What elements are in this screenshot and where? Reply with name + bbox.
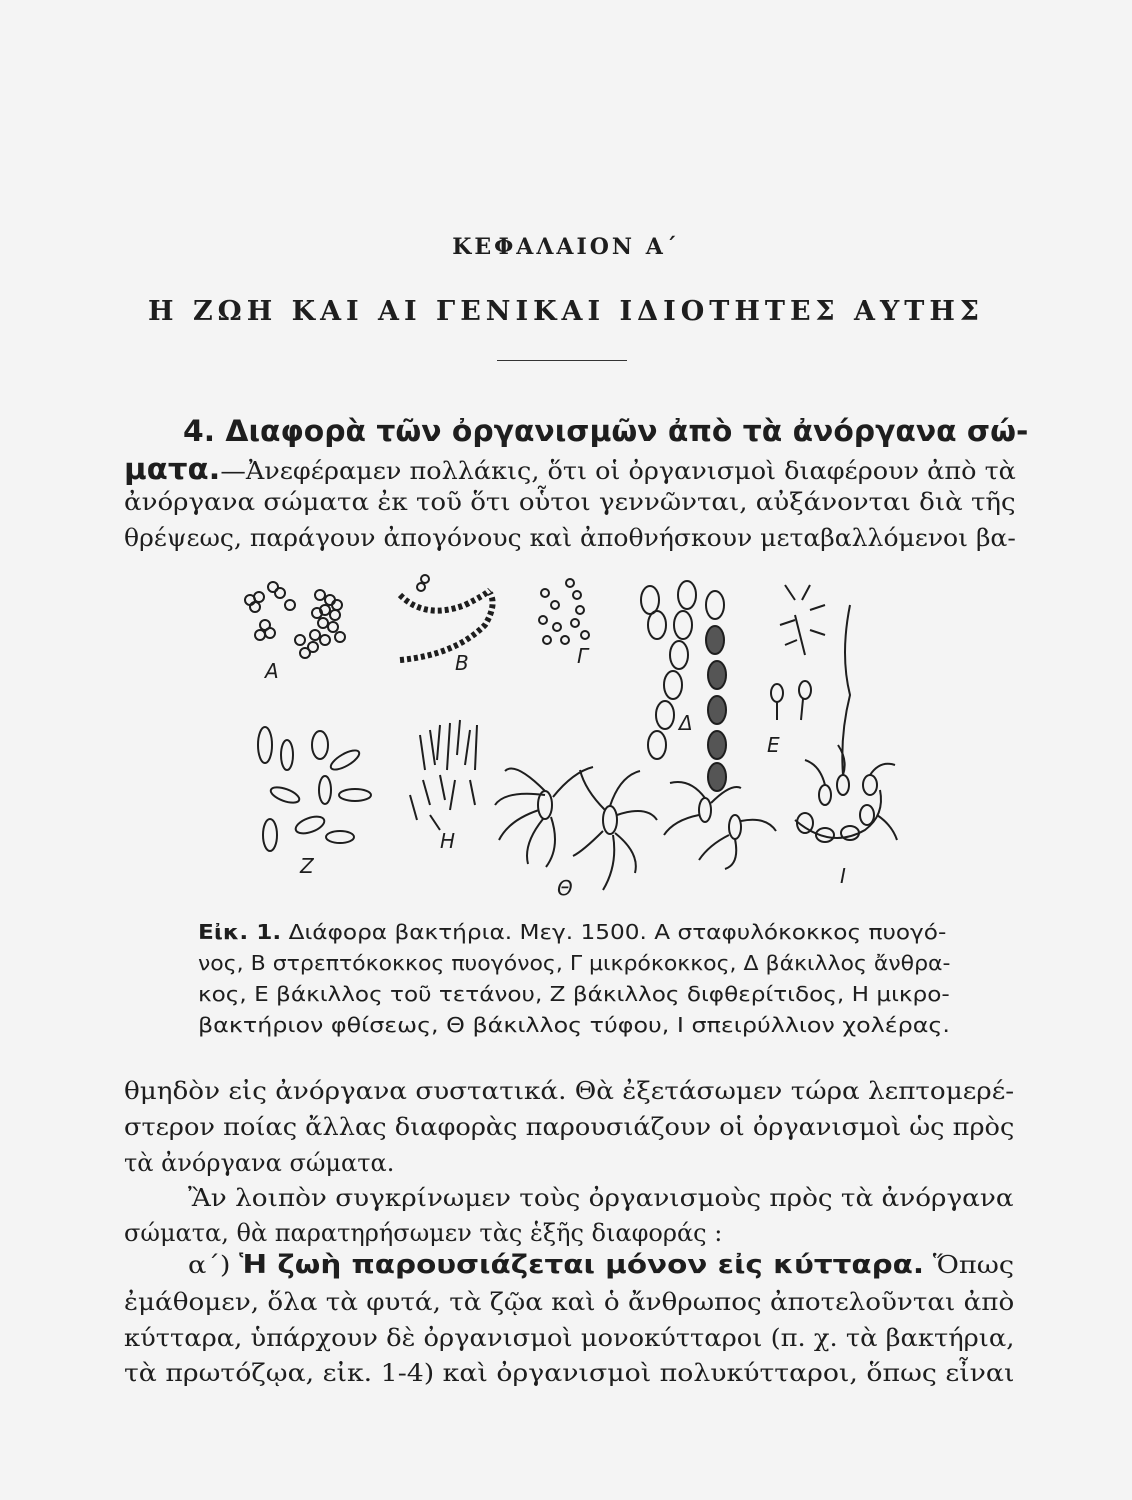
caption-line: νος, Β στρεπτόκοκκος πυογόνος, Γ μικρόκοκκος, Δ βάκιλλος ἄνθρα-: [198, 951, 951, 975]
bacteria-figure: [225, 565, 970, 905]
figure-label: Ι: [840, 864, 846, 888]
figure-label: Η: [440, 829, 456, 853]
caption-text: Διάφορα βακτήρια. Μεγ. 1500. Α σταφυλόκοκκος πυογό-: [288, 920, 947, 944]
figure-label: Ε: [767, 733, 780, 757]
paragraph-line: [188, 1250, 1014, 1280]
caption-prefix: Εἰκ. 1.: [198, 920, 282, 944]
section-heading-end: ματα.: [124, 452, 221, 486]
paragraph-text: Ὅπως: [932, 1251, 1015, 1279]
section-heading-line1: [183, 414, 1028, 448]
caption-line: βακτήριον φθίσεως, Θ βάκιλλος τύφου, Ι σπειρύλλιον χολέρας.: [198, 1013, 950, 1037]
paragraph-line: θμηδὸν εἰς ἀνόργανα συστατικά. Θὰ ἐξετάσωμεν τώρα λεπτομερέ-: [124, 1077, 1015, 1105]
paragraph-line: τὰ πρωτόζῳα, εἰκ. 1-4) καὶ ὀργανισμοὶ πολυκύτταροι, ὅπως εἶναι: [124, 1359, 1015, 1387]
figure-label: Δ: [679, 711, 693, 735]
title-divider: [497, 360, 627, 361]
figure-caption-line1: [198, 920, 946, 944]
list-marker: α΄): [188, 1251, 231, 1279]
paragraph-line: ἐμάθομεν, ὅλα τὰ φυτά, τὰ ζῷα καὶ ὁ ἄνθρωπος ἀποτελοῦνται ἀπὸ: [124, 1288, 1015, 1316]
figure-label: Β: [455, 651, 469, 675]
paragraph-line: σώματα, θὰ παρατηρήσωμεν τὰς ἑξῆς διαφοράς :: [124, 1219, 723, 1247]
paragraph-line: θρέψεως, παράγουν ἀπογόνους καὶ ἀποθνήσκουν μεταβαλλόμενοι βα-: [124, 524, 1016, 552]
figure-label: Ζ: [300, 854, 314, 878]
chapter-label: ΚΕΦΑΛΑΙΟΝ Α΄: [452, 234, 680, 260]
paragraph-line: ἀνόργανα σώματα ἐκ τοῦ ὅτι οὗτοι γεννῶνται, αὐξάνονται διὰ τῆς: [124, 488, 1016, 516]
caption-line: κος, Ε βάκιλλος τοῦ τετάνου, Ζ βάκιλλος διφθερίτιδος, Η μικρο-: [198, 982, 950, 1006]
figure-label: Γ: [577, 644, 589, 668]
paragraph-line: Ἂν λοιπὸν συγκρίνωμεν τοὺς ὀργανισμοὺς πρὸς τὰ ἀνόργανα: [188, 1184, 1014, 1212]
paragraph-line: τὰ ἀνόργανα σώματα.: [124, 1149, 395, 1177]
figure-label: Α: [265, 659, 279, 683]
emphasis-heading: Ἡ ζωὴ παρουσιάζεται μόνον εἰς κύτταρα.: [239, 1250, 925, 1280]
paragraph-text: —Ἀνεφέραμεν πολλάκις, ὅτι οἱ ὀργανισμοὶ διαφέρουν ἀπὸ τὰ: [220, 457, 1016, 485]
section-line2: [124, 452, 1016, 486]
paragraph-line: κύτταρα, ὑπάρχουν δὲ ὀργανισμοὶ μονοκύτταροι (π. χ. τὰ βακτήρια,: [124, 1324, 1015, 1352]
section-heading: 4. Διαφορὰ τῶν ὀργανισμῶν ἀπὸ τὰ ἀνόργανα σώ-: [183, 414, 1029, 448]
figure-label: Θ: [557, 876, 573, 900]
paragraph-line: στερον ποίας ἄλλας διαφορὰς παρουσιάζουν οἱ ὀργανισμοὶ ὡς πρὸς: [124, 1113, 1015, 1141]
chapter-title: Η ΖΩΗ ΚΑΙ ΑΙ ΓΕΝΙΚΑΙ ΙΔΙΟΤΗΤΕΣ ΑΥΤΗΣ: [148, 296, 984, 327]
